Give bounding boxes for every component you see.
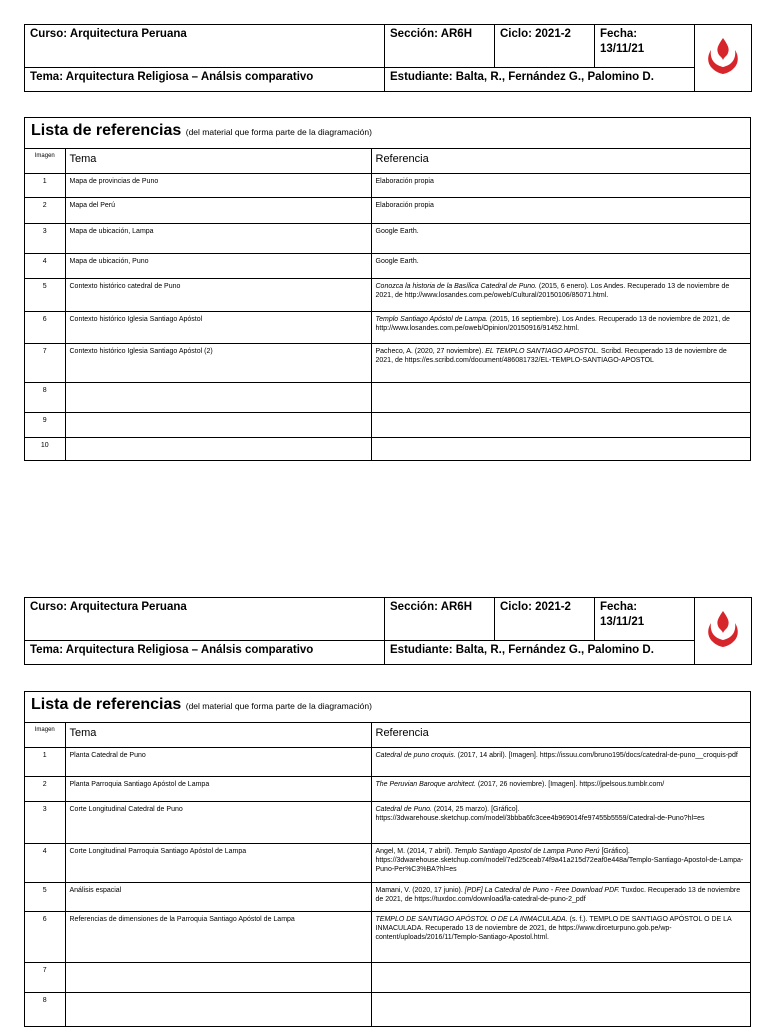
references-title-bar [25,692,750,723]
table-row [25,882,750,911]
table-row [25,992,750,1026]
row-topic: Mapa de provincias de Puno [65,173,371,197]
topic-label: Tema: Arquitectura Religiosa – Análsis comparativo [30,643,314,656]
row-number: 8 [25,382,65,412]
date-label: Fecha: [600,28,638,40]
section-cell [385,25,495,68]
cycle-label: Ciclo: 2021-2 [500,601,571,613]
row-topic: Contexto histórico Iglesia Santiago Apóstol (2) [65,343,371,382]
references-table [25,149,750,460]
section-label: Sección: AR6H [390,601,473,613]
section-label: Sección: AR6H [390,28,473,40]
row-number: 5 [25,278,65,311]
row-number: 1 [25,173,65,197]
references-title: Lista de referencias [31,696,182,713]
table-row [25,253,750,278]
date-value: 13/11/21 [600,615,645,628]
row-number: 6 [25,911,65,962]
row-number: 3 [25,801,65,843]
students-cell [385,640,695,664]
table-row [25,412,750,437]
row-reference [371,382,750,412]
table-header-row [25,149,750,173]
row-topic [65,437,371,460]
row-number: 9 [25,412,65,437]
reference-text: (2015, 6 enero). Los Andes. Recuperado 13 de noviembre de 2021, de http://www.losandes.com.pe/oweb/Cultural/20150106/85071.html. [375,282,730,299]
course-cell [25,598,385,641]
reference-author: Angel, M. (2014, 7 abril). [375,847,455,855]
section-cell [385,598,495,641]
row-reference [371,173,750,197]
row-reference [371,776,750,801]
row-reference [371,911,750,962]
row-number: 2 [25,776,65,801]
table-row [25,382,750,412]
header-table [24,597,752,665]
reference-title: The Peruvian Baroque architect. [375,780,476,788]
table-row [25,173,750,197]
reference-text: Tuxdoc. Recuperado 13 de noviembre de 2021, de https://tuxdoc.com/download/la-catedral-de-puno-2_pdf [375,886,741,903]
reference-title: Catedral de puno croquis. [375,751,456,759]
references-subtitle: (del material que forma parte de la diagramación) [185,701,372,711]
row-number: 2 [25,197,65,223]
references-title: Lista de referencias [31,122,182,139]
row-number: 1 [25,747,65,776]
row-reference [371,962,750,992]
row-number: 7 [25,962,65,992]
row-topic: Corte Longitudinal Parroquia Santiago Apóstol de Lampa [65,843,371,882]
reference-text: [Gráfico]. https://3dwarehouse.sketchup.com/model/7ed25ceab74f9a41a215d72eaf0e448a/Templo-Santiago-Apostol-de-Lampa-Puno-Per%C3%BA?hl=es [375,847,744,874]
table-row [25,962,750,992]
references-title-bar [25,118,750,149]
table-row [25,776,750,801]
table-row [25,747,750,776]
reference-title: [PDF] La Catedral de Puno - Free Download PDF. [464,886,620,894]
row-topic: Planta Catedral de Puno [65,747,371,776]
row-reference [371,843,750,882]
row-reference [371,992,750,1026]
students-label: Estudiante: Balta, R., Fernández G., Palomino D. [390,643,654,656]
topic-label: Tema: Arquitectura Religiosa – Análsis comparativo [30,70,314,83]
reference-text: (2017, 26 noviembre). [Imagen]. https://jpelsous.tumblr.com/ [475,780,665,788]
row-topic: Mapa de ubicación, Lampa [65,223,371,253]
row-topic [65,992,371,1026]
header-table [24,24,752,92]
row-topic: Mapa del Perú [65,197,371,223]
row-reference [371,801,750,843]
row-reference [371,343,750,382]
row-number: 6 [25,311,65,343]
topic-cell [25,67,385,91]
cycle-label: Ciclo: 2021-2 [500,28,571,40]
column-header-topic: Tema [65,723,371,747]
row-reference [371,437,750,460]
references-list [24,691,751,1027]
row-reference [371,412,750,437]
upc-logo-icon [705,36,741,76]
row-topic: Análisis espacial [65,882,371,911]
row-number: 4 [25,843,65,882]
reference-text: (2014, 25 marzo). [Gráfico]. https://3dwarehouse.sketchup.com/model/3bbba6fc3cee4b969014fe97455b5559/Catedral-de-Puno?hl=es [375,805,705,822]
row-number: 3 [25,223,65,253]
row-reference [371,197,750,223]
logo-cell [695,25,752,92]
row-number: 10 [25,437,65,460]
row-number: 5 [25,882,65,911]
row-reference [371,223,750,253]
reference-author: Mamani, V. (2020, 17 junio). [375,886,465,894]
reference-author: Pacheco, A. (2020, 27 noviembre). [375,347,486,355]
table-row [25,911,750,962]
date-value: 13/11/21 [600,42,645,55]
column-header-image: Imagen [25,723,65,747]
course-cell [25,25,385,68]
row-reference [371,747,750,776]
date-cell [595,598,695,641]
course-label: Curso: Arquitectura Peruana [30,28,187,40]
row-reference [371,882,750,911]
reference-text: Elaboración propia [375,177,434,185]
upc-logo-icon [705,609,741,649]
reference-text: Google Earth. [375,227,419,235]
row-topic [65,962,371,992]
table-row [25,343,750,382]
logo-cell [695,598,752,665]
table-row [25,223,750,253]
row-reference [371,278,750,311]
column-header-reference: Referencia [371,149,750,173]
references-list [24,117,751,461]
reference-text: (s. f.). TEMPLO DE SANTIAGO APÓSTOL O DE LA INMACULADA. Recuperado 13 de noviembre de 2021, de https://www.dirceturpuno.gob.pe/wp-content/uploads/2016/11/Templo-Santiago-Apostol.html. [375,915,732,942]
table-row [25,278,750,311]
reference-title: Templo Santiago Apostol de Lampa Puno Perú [454,847,600,855]
reference-title: Catedral de Puno. [375,805,432,813]
row-topic: Planta Parroquia Santiago Apóstol de Lampa [65,776,371,801]
topic-cell [25,640,385,664]
references-table [25,723,750,1026]
table-row [25,801,750,843]
row-topic [65,412,371,437]
table-row [25,437,750,460]
cycle-cell [495,25,595,68]
cycle-cell [495,598,595,641]
row-topic: Referencias de dimensiones de la Parroquia Santiago Apóstol de Lampa [65,911,371,962]
column-header-image: Imagen [25,149,65,173]
reference-text: Scribd. Recuperado 13 de noviembre de 2021, de https://es.scribd.com/document/486081732/EL-TEMPLO-SANTIAGO-APOSTOL [375,347,727,364]
row-topic: Contexto histórico catedral de Puno [65,278,371,311]
row-number: 4 [25,253,65,278]
table-row [25,197,750,223]
students-label: Estudiante: Balta, R., Fernández G., Palomino D. [390,70,654,83]
date-label: Fecha: [600,601,638,613]
table-row [25,311,750,343]
reference-text: (2017, 14 abril). [Imagen]. https://issuu.com/bruno195/docs/catedral-de-puno__croquis-pdf [455,751,738,759]
column-header-topic: Tema [65,149,371,173]
table-header-row [25,723,750,747]
row-reference [371,311,750,343]
reference-title: EL TEMPLO SANTIAGO APOSTOL. [485,347,600,355]
reference-text: Elaboración propia [375,201,434,209]
row-number: 7 [25,343,65,382]
reference-text: Google Earth. [375,257,419,265]
row-reference [371,253,750,278]
course-label: Curso: Arquitectura Peruana [30,601,187,613]
column-header-reference: Referencia [371,723,750,747]
row-topic [65,382,371,412]
table-row [25,843,750,882]
reference-title: Templo Santiago Apóstol de Lampa. [375,315,488,323]
date-cell [595,25,695,68]
references-subtitle: (del material que forma parte de la diagramación) [185,127,372,137]
reference-title: TEMPLO DE SANTIAGO APÓSTOL O DE LA INMACULADA. [375,915,568,923]
row-topic: Corte Longitudinal Catedral de Puno [65,801,371,843]
reference-text: (2015, 16 septiembre). Los Andes. Recuperado 13 de noviembre de 2021, de http://www.losandes.com.pe/oweb/Opinion/20150916/91452.html. [375,315,730,332]
students-cell [385,67,695,91]
row-topic: Contexto histórico Iglesia Santiago Apóstol [65,311,371,343]
reference-title: Conozca la historia de la Basílica Catedral de Puno. [375,282,537,290]
row-number: 8 [25,992,65,1026]
row-topic: Mapa de ubicación, Puno [65,253,371,278]
